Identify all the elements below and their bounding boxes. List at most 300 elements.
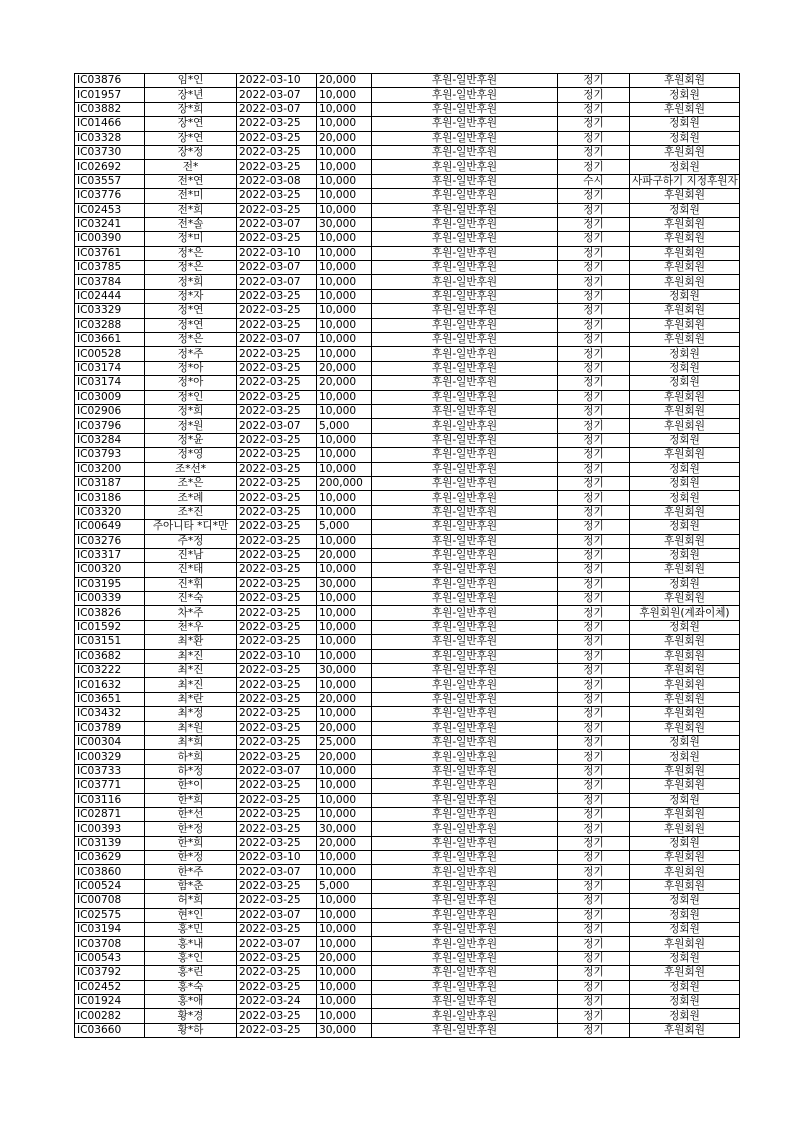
amount-cell: 20,000 [317,836,372,850]
member-group-cell: 후원회원 [630,937,740,951]
amount-cell: 10,000 [317,678,372,692]
payment-date-cell: 2022-03-25 [237,448,317,462]
member-id-cell: IC02452 [75,980,145,994]
payment-date-cell: 2022-03-25 [237,894,317,908]
category-cell: 후원-일반후원 [372,246,558,260]
amount-cell: 10,000 [317,390,372,404]
table-row [75,822,740,836]
donor-name-cell: 한*이 [145,779,237,793]
donation-type-cell: 정기 [558,908,630,922]
amount-cell: 10,000 [317,620,372,634]
amount-cell: 10,000 [317,606,372,620]
donation-type-cell: 정기 [558,347,630,361]
amount-cell: 10,000 [317,261,372,275]
member-group-cell: 후원회원 [630,189,740,203]
member-id-cell: IC02453 [75,203,145,217]
payment-date-cell: 2022-03-25 [237,145,317,159]
payment-date-cell: 2022-03-10 [237,851,317,865]
donor-name-cell: 전*미 [145,189,237,203]
table-row [75,908,740,922]
category-cell: 후원-일반후원 [372,419,558,433]
donation-type-cell: 정기 [558,577,630,591]
category-cell: 후원-일반후원 [372,131,558,145]
member-id-cell: IC03186 [75,491,145,505]
amount-cell: 10,000 [317,145,372,159]
table-row [75,433,740,447]
donation-type-cell: 정기 [558,376,630,390]
amount-cell: 20,000 [317,131,372,145]
amount-cell: 10,000 [317,635,372,649]
table-row [75,217,740,231]
payment-date-cell: 2022-03-24 [237,995,317,1009]
payment-date-cell: 2022-03-25 [237,1009,317,1023]
donor-name-cell: 홍*내 [145,937,237,951]
donation-type-cell: 정기 [558,966,630,980]
member-id-cell: IC01592 [75,620,145,634]
donor-name-cell: 주*정 [145,534,237,548]
member-id-cell: IC03276 [75,534,145,548]
member-group-cell: 정회원 [630,548,740,562]
category-cell: 후원-일반후원 [372,361,558,375]
member-id-cell: IC03009 [75,390,145,404]
table-row [75,563,740,577]
donation-type-cell: 정기 [558,448,630,462]
donor-name-cell: 정*희 [145,404,237,418]
table-row [75,649,740,663]
amount-cell: 10,000 [317,649,372,663]
table-row [75,189,740,203]
donor-name-cell: 한*희 [145,836,237,850]
category-cell: 후원-일반후원 [372,966,558,980]
payment-date-cell: 2022-03-07 [237,764,317,778]
amount-cell: 10,000 [317,102,372,116]
donation-type-cell: 정기 [558,534,630,548]
table-row [75,520,740,534]
table-row [75,951,740,965]
category-cell: 후원-일반후원 [372,592,558,606]
amount-cell: 10,000 [317,347,372,361]
donor-name-cell: 한*정 [145,851,237,865]
donation-type-cell: 정기 [558,807,630,821]
category-cell: 후원-일반후원 [372,275,558,289]
category-cell: 후원-일반후원 [372,735,558,749]
payment-date-cell: 2022-03-07 [237,908,317,922]
table-row [75,505,740,519]
category-cell: 후원-일반후원 [372,750,558,764]
category-cell: 후원-일반후원 [372,923,558,937]
amount-cell: 10,000 [317,189,372,203]
category-cell: 후원-일반후원 [372,879,558,893]
member-group-cell: 후원회원 [630,678,740,692]
donation-type-cell: 정기 [558,289,630,303]
donor-name-cell: 진*숙 [145,592,237,606]
donation-type-cell: 정기 [558,117,630,131]
donation-type-cell: 정기 [558,620,630,634]
amount-cell: 10,000 [317,937,372,951]
payment-date-cell: 2022-03-25 [237,951,317,965]
category-cell: 후원-일반후원 [372,347,558,361]
table-row [75,289,740,303]
payment-date-cell: 2022-03-25 [237,462,317,476]
member-id-cell: IC00320 [75,563,145,577]
payment-date-cell: 2022-03-25 [237,548,317,562]
member-group-cell: 후원회원 [630,390,740,404]
member-group-cell: 정회원 [630,462,740,476]
donor-name-cell: 전*연 [145,174,237,188]
table-row [75,865,740,879]
category-cell: 후원-일반후원 [372,851,558,865]
member-id-cell: IC00528 [75,347,145,361]
member-group-cell: 정회원 [630,735,740,749]
donor-name-cell: 장*정 [145,145,237,159]
category-cell: 후원-일반후원 [372,620,558,634]
donor-name-cell: 전* [145,160,237,174]
donation-type-cell: 정기 [558,548,630,562]
payment-date-cell: 2022-03-07 [237,865,317,879]
member-group-cell: 후원회원 [630,74,740,88]
member-id-cell: IC03771 [75,779,145,793]
member-id-cell: IC03792 [75,966,145,980]
category-cell: 후원-일반후원 [372,995,558,1009]
donor-name-cell: 한*선 [145,807,237,821]
amount-cell: 10,000 [317,592,372,606]
category-cell: 후원-일반후원 [372,664,558,678]
payment-date-cell: 2022-03-25 [237,836,317,850]
table-row [75,678,740,692]
member-group-cell: 후원회원 [630,1023,740,1037]
donation-type-cell: 정기 [558,779,630,793]
payment-date-cell: 2022-03-07 [237,275,317,289]
payment-date-cell: 2022-03-07 [237,261,317,275]
amount-cell: 10,000 [317,333,372,347]
payment-date-cell: 2022-03-25 [237,189,317,203]
amount-cell: 10,000 [317,117,372,131]
member-group-cell: 후원회원 [630,865,740,879]
category-cell: 후원-일반후원 [372,894,558,908]
payment-date-cell: 2022-03-25 [237,735,317,749]
payment-date-cell: 2022-03-25 [237,793,317,807]
table-row [75,462,740,476]
member-group-cell: 정회원 [630,620,740,634]
member-group-cell: 정회원 [630,117,740,131]
member-group-cell: 후원회원 [630,232,740,246]
member-id-cell: IC03241 [75,217,145,231]
donor-name-cell: 정*은 [145,246,237,260]
amount-cell: 30,000 [317,664,372,678]
table-row [75,333,740,347]
amount-cell: 10,000 [317,462,372,476]
member-group-cell: 후원회원 [630,333,740,347]
amount-cell: 10,000 [317,1009,372,1023]
payment-date-cell: 2022-03-25 [237,592,317,606]
amount-cell: 10,000 [317,980,372,994]
payment-date-cell: 2022-03-25 [237,822,317,836]
donor-name-cell: 정*은 [145,261,237,275]
member-id-cell: IC00393 [75,822,145,836]
member-id-cell: IC00304 [75,735,145,749]
donor-name-cell: 홍*숙 [145,980,237,994]
member-group-cell: 후원회원 [630,563,740,577]
donor-name-cell: 정*자 [145,289,237,303]
member-id-cell: IC03826 [75,606,145,620]
donor-name-cell: 조*선* [145,462,237,476]
payment-date-cell: 2022-03-25 [237,232,317,246]
donor-name-cell: 최*란 [145,692,237,706]
payment-date-cell: 2022-03-07 [237,937,317,951]
member-group-cell: 후원회원 [630,966,740,980]
member-id-cell: IC03793 [75,448,145,462]
donation-type-cell: 정기 [558,404,630,418]
member-id-cell: IC03174 [75,376,145,390]
amount-cell: 10,000 [317,448,372,462]
member-id-cell: IC03660 [75,1023,145,1037]
donor-name-cell: 진*태 [145,563,237,577]
member-id-cell: IC03317 [75,548,145,562]
member-id-cell: IC02575 [75,908,145,922]
donation-type-cell: 정기 [558,707,630,721]
donation-type-cell: 정기 [558,491,630,505]
donor-name-cell: 한*주 [145,865,237,879]
category-cell: 후원-일반후원 [372,649,558,663]
donation-type-cell: 정기 [558,735,630,749]
donation-type-cell: 정기 [558,304,630,318]
member-id-cell: IC03187 [75,476,145,490]
donor-name-cell: 장*연 [145,117,237,131]
member-id-cell: IC02692 [75,160,145,174]
category-cell: 후원-일반후원 [372,951,558,965]
payment-date-cell: 2022-03-25 [237,923,317,937]
member-id-cell: IC03284 [75,433,145,447]
member-id-cell: IC03730 [75,145,145,159]
amount-cell: 10,000 [317,232,372,246]
donor-name-cell: 최*원 [145,721,237,735]
donation-type-cell: 정기 [558,980,630,994]
member-group-cell: 정회원 [630,793,740,807]
payment-date-cell: 2022-03-08 [237,174,317,188]
member-group-cell: 정회원 [630,894,740,908]
category-cell: 후원-일반후원 [372,520,558,534]
donor-name-cell: 정*원 [145,419,237,433]
member-group-cell: 정회원 [630,376,740,390]
category-cell: 후원-일반후원 [372,333,558,347]
donation-type-cell: 정기 [558,951,630,965]
donation-type-cell: 정기 [558,937,630,951]
table-row [75,592,740,606]
donor-name-cell: 장*희 [145,102,237,116]
amount-cell: 10,000 [317,865,372,879]
member-group-cell: 후원회원 [630,275,740,289]
donation-type-cell: 정기 [558,635,630,649]
member-group-cell: 정회원 [630,980,740,994]
payment-date-cell: 2022-03-10 [237,649,317,663]
table-row [75,577,740,591]
donor-name-cell: 정*희 [145,275,237,289]
donor-name-cell: 최*진 [145,649,237,663]
member-group-cell: 후원회원 [630,707,740,721]
member-id-cell: IC03288 [75,318,145,332]
donation-type-cell: 정기 [558,333,630,347]
member-id-cell: IC01924 [75,995,145,1009]
donor-name-cell: 정*연 [145,318,237,332]
donor-name-cell: 허*희 [145,894,237,908]
donation-type-cell: 정기 [558,217,630,231]
amount-cell: 30,000 [317,217,372,231]
table-row [75,74,740,88]
member-id-cell: IC00543 [75,951,145,965]
table-row [75,361,740,375]
category-cell: 후원-일반후원 [372,692,558,706]
donation-type-cell: 정기 [558,1023,630,1037]
table-row [75,721,740,735]
member-id-cell: IC03761 [75,246,145,260]
donor-name-cell: 장*연 [145,131,237,145]
category-cell: 후원-일반후원 [372,1009,558,1023]
amount-cell: 5,000 [317,419,372,433]
member-group-cell: 후원회원 [630,721,740,735]
table-row [75,246,740,260]
donation-type-cell: 정기 [558,692,630,706]
member-id-cell: IC03195 [75,577,145,591]
member-group-cell: 후원회원(계좌이체) [630,606,740,620]
member-id-cell: IC03876 [75,74,145,88]
donation-type-cell: 정기 [558,462,630,476]
member-group-cell: 후원회원 [630,304,740,318]
member-id-cell: IC02906 [75,404,145,418]
payment-date-cell: 2022-03-25 [237,131,317,145]
donor-name-cell: 황*하 [145,1023,237,1037]
payment-date-cell: 2022-03-25 [237,807,317,821]
amount-cell: 20,000 [317,74,372,88]
category-cell: 후원-일반후원 [372,764,558,778]
payment-date-cell: 2022-03-25 [237,980,317,994]
payment-date-cell: 2022-03-07 [237,102,317,116]
member-group-cell: 정회원 [630,995,740,1009]
donor-name-cell: 장*년 [145,88,237,102]
donor-name-cell: 정*미 [145,232,237,246]
table-row [75,764,740,778]
payment-date-cell: 2022-03-25 [237,476,317,490]
amount-cell: 10,000 [317,404,372,418]
category-cell: 후원-일반후원 [372,462,558,476]
member-group-cell: 후원회원 [630,779,740,793]
category-cell: 후원-일반후원 [372,318,558,332]
amount-cell: 25,000 [317,735,372,749]
member-id-cell: IC03151 [75,635,145,649]
donor-name-cell: 최*진 [145,678,237,692]
donation-type-cell: 정기 [558,923,630,937]
table-row [75,376,740,390]
table-row [75,174,740,188]
amount-cell: 10,000 [317,908,372,922]
donor-name-cell: 전*희 [145,203,237,217]
donor-name-cell: 정*연 [145,304,237,318]
table-row [75,750,740,764]
table-row [75,894,740,908]
member-group-cell: 후원회원 [630,879,740,893]
donation-type-cell: 정기 [558,764,630,778]
donation-type-cell: 정기 [558,664,630,678]
donor-name-cell: 하*희 [145,750,237,764]
donor-name-cell: 황*경 [145,1009,237,1023]
member-id-cell: IC03328 [75,131,145,145]
category-cell: 후원-일반후원 [372,390,558,404]
table-row [75,937,740,951]
table-row [75,534,740,548]
member-id-cell: IC00649 [75,520,145,534]
donation-type-cell: 정기 [558,476,630,490]
member-id-cell: IC03661 [75,333,145,347]
amount-cell: 10,000 [317,318,372,332]
member-group-cell: 정회원 [630,491,740,505]
category-cell: 후원-일반후원 [372,908,558,922]
table-row [75,491,740,505]
donor-name-cell: 조*례 [145,491,237,505]
payment-date-cell: 2022-03-25 [237,707,317,721]
table-row [75,275,740,289]
donation-type-cell: 정기 [558,318,630,332]
donation-type-cell: 정기 [558,995,630,1009]
payment-date-cell: 2022-03-25 [237,203,317,217]
member-id-cell: IC03682 [75,649,145,663]
payment-date-cell: 2022-03-25 [237,304,317,318]
table-row [75,1023,740,1037]
category-cell: 후원-일반후원 [372,217,558,231]
table-row [75,692,740,706]
member-group-cell: 후원회원 [630,851,740,865]
donation-type-cell: 정기 [558,606,630,620]
table-row [75,304,740,318]
category-cell: 후원-일반후원 [372,606,558,620]
table-row [75,836,740,850]
payment-date-cell: 2022-03-25 [237,361,317,375]
amount-cell: 10,000 [317,203,372,217]
donation-type-cell: 정기 [558,88,630,102]
member-id-cell: IC00282 [75,1009,145,1023]
donor-name-cell: 한*희 [145,793,237,807]
payment-date-cell: 2022-03-25 [237,678,317,692]
table-row [75,966,740,980]
category-cell: 후원-일반후원 [372,476,558,490]
member-group-cell: 정회원 [630,88,740,102]
donor-name-cell: 함*춘 [145,879,237,893]
amount-cell: 20,000 [317,951,372,965]
amount-cell: 10,000 [317,793,372,807]
member-id-cell: IC01632 [75,678,145,692]
table-row [75,131,740,145]
member-id-cell: IC03174 [75,361,145,375]
category-cell: 후원-일반후원 [372,865,558,879]
donation-type-cell: 정기 [558,851,630,865]
donation-type-cell: 정기 [558,160,630,174]
member-id-cell: IC03329 [75,304,145,318]
payment-date-cell: 2022-03-07 [237,217,317,231]
donation-type-cell: 정기 [558,361,630,375]
donor-name-cell: 홍*인 [145,951,237,965]
table-row [75,664,740,678]
table-row [75,160,740,174]
member-group-cell: 후원회원 [630,448,740,462]
table-row [75,448,740,462]
member-group-cell: 정회원 [630,476,740,490]
donation-type-cell: 수시 [558,174,630,188]
category-cell: 후원-일반후원 [372,980,558,994]
donor-name-cell: 정*인 [145,390,237,404]
member-id-cell: IC02871 [75,807,145,821]
donation-type-cell: 정기 [558,189,630,203]
table-row [75,419,740,433]
amount-cell: 10,000 [317,246,372,260]
category-cell: 후원-일반후원 [372,779,558,793]
